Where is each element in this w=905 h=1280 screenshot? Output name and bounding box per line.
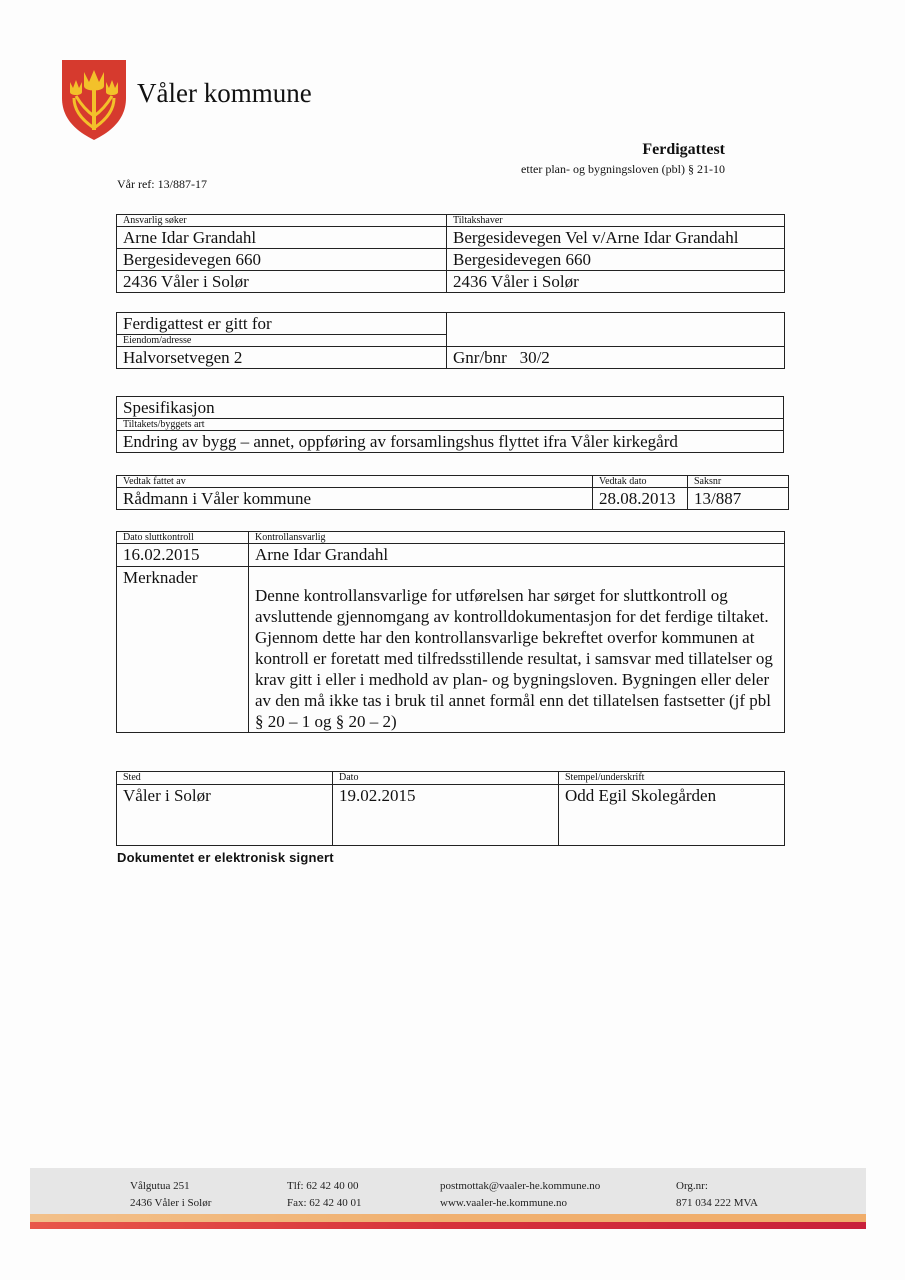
stempel-underskrift-value: Odd Egil Skolegården bbox=[559, 785, 785, 846]
electronic-signature-note: Dokumentet er elektronisk signert bbox=[117, 850, 334, 865]
footer-contact bbox=[440, 1178, 600, 1212]
tiltakshaver-name: Bergesidevegen Vel v/Arne Idar Grandahl bbox=[447, 227, 785, 249]
tiltakets-art-value: Endring av bygg – annet, oppføring av forsamlingshus flyttet ifra Våler kirkegård bbox=[117, 431, 784, 453]
tiltakets-art-label: Tiltakets/byggets art bbox=[117, 419, 784, 431]
footer-red-stripe bbox=[30, 1222, 866, 1229]
footer-orgnr bbox=[676, 1178, 758, 1212]
footer-address-line1: Vålgutua 251 bbox=[130, 1180, 190, 1192]
stempel-underskrift-label: Stempel/underskrift bbox=[559, 772, 785, 785]
vedtak-fattet-av-value: Rådmann i Våler kommune bbox=[117, 488, 593, 510]
merknader-cell bbox=[249, 567, 785, 733]
spesifikasjon-heading: Spesifikasjon bbox=[117, 397, 784, 419]
saksnr-value: 13/887 bbox=[688, 488, 789, 510]
ansvarlig-soker-street: Bergesidevegen 660 bbox=[117, 249, 447, 271]
footer-tlf: Tlf: 62 42 40 00 bbox=[287, 1180, 359, 1192]
dato-sluttkontroll-value: 16.02.2015 bbox=[117, 544, 249, 567]
ansvarlig-soker-postal: 2436 Våler i Solør bbox=[117, 271, 447, 293]
vedtak-dato-value: 28.08.2013 bbox=[593, 488, 688, 510]
saksnr-label: Saksnr bbox=[688, 476, 789, 488]
decision-table bbox=[116, 475, 789, 510]
merknader-label: Merknader bbox=[117, 567, 249, 733]
property-table bbox=[116, 312, 785, 369]
eiendom-adresse-value: Halvorsetvegen 2 bbox=[117, 347, 447, 369]
merknader-text: Denne kontrollansvarlige for utførelsen har sørget for sluttkontroll og avsluttende gjennomgang av kontrolldokumentasjon for det ferdige tiltaket. Gjennom dette har den kontrollansvarlige bekreftet overfor kommunen at kontroll er foretatt med tilfredsstillende resultat, i samsvar med tillatelser og krav gitt i eller i medhold av plan- og bygningsloven. Bygningen eller deler av den må ikke tas i bruk til annet formål enn det tillatelsen fastsetter (jf pbl § 20 – 1 og § 20 – 2) bbox=[255, 586, 773, 731]
footer-web[interactable]: www.vaaler-he.kommune.no bbox=[440, 1197, 568, 1209]
ferdigattest-gitt-for-heading: Ferdigattest er gitt for bbox=[117, 313, 447, 335]
dato-sluttkontroll-label: Dato sluttkontroll bbox=[117, 532, 249, 544]
footer-orgnr-label: Org.nr: bbox=[676, 1180, 708, 1192]
parties-table bbox=[116, 214, 785, 293]
kommune-coat-of-arms-logo bbox=[60, 58, 128, 142]
reference-number: Vår ref: 13/887-17 bbox=[117, 177, 207, 191]
gnr-bnr-value: 30/2 bbox=[519, 348, 550, 367]
footer-fax: Fax: 62 42 40 01 bbox=[287, 1197, 362, 1209]
control-table bbox=[116, 531, 785, 733]
footer-address-line2: 2436 Våler i Solør bbox=[130, 1197, 212, 1209]
specification-table bbox=[116, 396, 784, 453]
tiltakshaver-label: Tiltakshaver bbox=[447, 215, 785, 227]
eiendom-adresse-label: Eiendom/adresse bbox=[117, 335, 447, 347]
tiltakshaver-postal: 2436 Våler i Solør bbox=[447, 271, 785, 293]
property-empty-cell bbox=[447, 313, 785, 347]
dato-label: Dato bbox=[333, 772, 559, 785]
kommune-name: Våler kommune bbox=[137, 78, 312, 108]
dato-value: 19.02.2015 bbox=[333, 785, 559, 846]
ansvarlig-soker-name: Arne Idar Grandahl bbox=[117, 227, 447, 249]
gnr-bnr-label: Gnr/bnr bbox=[453, 348, 507, 367]
vedtak-fattet-av-label: Vedtak fattet av bbox=[117, 476, 593, 488]
tiltakshaver-street: Bergesidevegen 660 bbox=[447, 249, 785, 271]
document-title: Ferdigattest bbox=[642, 141, 725, 158]
sted-label: Sted bbox=[117, 772, 333, 785]
footer-phone bbox=[287, 1178, 362, 1212]
footer-email[interactable]: postmottak@vaaler-he.kommune.no bbox=[440, 1180, 601, 1192]
vedtak-dato-label: Vedtak dato bbox=[593, 476, 688, 488]
gnr-bnr-cell bbox=[447, 347, 785, 369]
ansvarlig-soker-label: Ansvarlig søker bbox=[117, 215, 447, 227]
kontrollansvarlig-value: Arne Idar Grandahl bbox=[249, 544, 785, 567]
footer-address bbox=[130, 1178, 211, 1212]
sted-value: Våler i Solør bbox=[117, 785, 333, 846]
kontrollansvarlig-label: Kontrollansvarlig bbox=[249, 532, 785, 544]
footer-orange-stripe bbox=[30, 1214, 866, 1222]
document-subtitle: etter plan- og bygningsloven (pbl) § 21-10 bbox=[521, 162, 725, 176]
signature-table bbox=[116, 771, 785, 846]
footer-orgnr-value: 871 034 222 MVA bbox=[676, 1197, 759, 1209]
